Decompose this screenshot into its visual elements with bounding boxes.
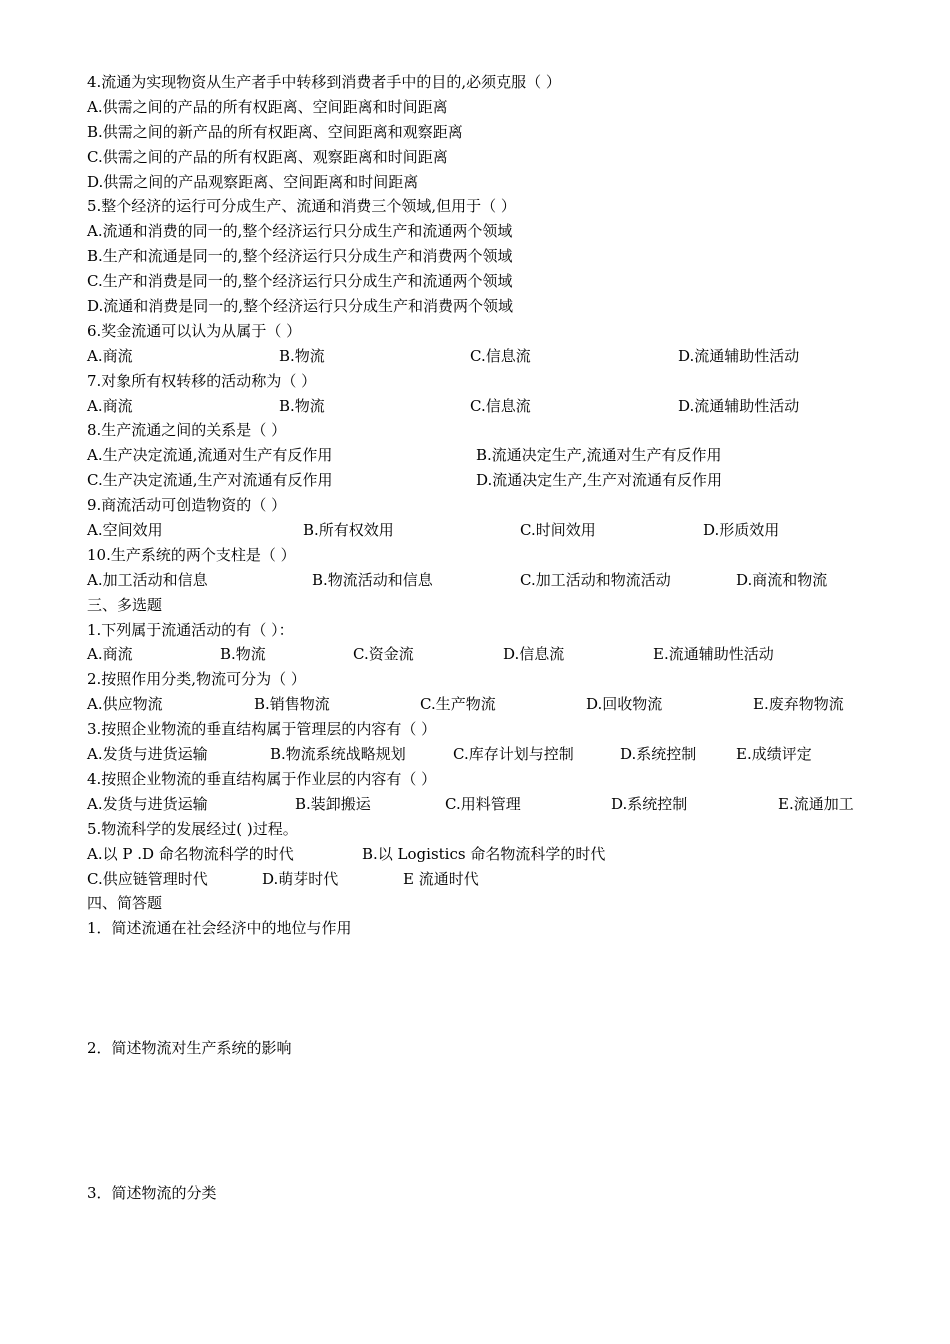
m3-options bbox=[87, 742, 877, 767]
m2-option-c: C.生产物流 bbox=[420, 695, 496, 714]
q10-options bbox=[87, 568, 877, 593]
q5-option-c: C.生产和消费是同一的,整个经济运行只分成生产和流通两个领域 bbox=[87, 272, 513, 291]
q9-option-a: A.空间效用 bbox=[87, 521, 163, 540]
m1-option-e: E.流通辅助性活动 bbox=[653, 645, 774, 664]
m2-stem: 2.按照作用分类,物流可分为（ ） bbox=[87, 670, 306, 689]
q4-option-c: C.供需之间的产品的所有权距离、观察距离和时间距离 bbox=[87, 147, 448, 166]
q5-option-a: A.流通和消费的同一的,整个经济运行只分成生产和流通两个领域 bbox=[87, 222, 513, 241]
answer-space-1 bbox=[87, 941, 877, 1036]
q7-options bbox=[87, 394, 877, 419]
q9-option-c: C.时间效用 bbox=[520, 521, 596, 540]
m1-option-d: D.信息流 bbox=[503, 645, 565, 664]
q8-option-b: B.流通决定生产,流通对生产有反作用 bbox=[476, 446, 722, 465]
section-heading-multiple-choice: 三、多选题 bbox=[87, 595, 163, 614]
q4-option-b: B.供需之间的新产品的所有权距离、空间距离和观察距离 bbox=[87, 122, 463, 141]
q8-option-a: A.生产决定流通,流通对生产有反作用 bbox=[87, 446, 333, 465]
q10-option-b: B.物流活动和信息 bbox=[312, 570, 433, 589]
q10-option-c: C.加工活动和物流活动 bbox=[520, 570, 671, 589]
q8-options-row1 bbox=[87, 443, 877, 468]
m5-option-d: D.萌芽时代 bbox=[262, 869, 339, 888]
q4-stem: 4.流通为实现物资从生产者手中转移到消费者手中的目的,必须克服（ ） bbox=[87, 73, 561, 91]
m3-option-e: E.成绩评定 bbox=[736, 745, 812, 764]
m1-stem: 1.下列属于流通活动的有（ ）： bbox=[87, 620, 294, 639]
exam-page bbox=[87, 70, 877, 1206]
q4-option-a: A.供需之间的产品的所有权距离、空间距离和时间距离 bbox=[87, 97, 448, 116]
q9-options bbox=[87, 518, 877, 543]
q9-stem: 9.商流活动可创造物资的（ ） bbox=[87, 496, 287, 515]
q6-option-c: C.信息流 bbox=[470, 346, 531, 365]
m5-option-e: E 流通时代 bbox=[403, 869, 479, 888]
m4-option-d: D.系统控制 bbox=[611, 794, 688, 813]
q8-options-row2 bbox=[87, 468, 877, 493]
q7-stem: 7.对象所有权转移的活动称为（ ） bbox=[87, 371, 317, 390]
m5-option-b: B.以 Logistics 命名物流科学的时代 bbox=[362, 844, 606, 863]
q5-stem: 5.整个经济的运行可分成生产、流通和消费三个领域,但用于（ ） bbox=[87, 197, 516, 216]
m5-option-c: C.供应链管理时代 bbox=[87, 869, 208, 888]
m5-options-row1 bbox=[87, 842, 877, 867]
q10-option-a: A.加工活动和信息 bbox=[87, 570, 208, 589]
q9-option-d: D.形质效用 bbox=[703, 521, 780, 540]
m4-options bbox=[87, 792, 877, 817]
m4-option-c: C.用料管理 bbox=[445, 794, 521, 813]
m3-option-d: D.系统控制 bbox=[620, 745, 697, 764]
q6-options bbox=[87, 344, 877, 369]
q10-option-d: D.商流和物流 bbox=[736, 570, 828, 589]
q9-option-b: B.所有权效用 bbox=[303, 521, 394, 540]
q6-option-a: A.商流 bbox=[87, 346, 133, 365]
m2-options bbox=[87, 692, 877, 717]
q5-option-b: B.生产和流通是同一的,整个经济运行只分成生产和消费两个领域 bbox=[87, 247, 513, 266]
q8-option-c: C.生产决定流通,生产对流通有反作用 bbox=[87, 471, 333, 490]
section-heading-short-answer: 四、简答题 bbox=[87, 894, 163, 913]
m2-option-d: D.回收物流 bbox=[586, 695, 663, 714]
m2-option-a: A.供应物流 bbox=[87, 695, 163, 714]
m5-stem: 5.物流科学的发展经过( )过程。 bbox=[87, 819, 298, 838]
short-answer-2: 2．简述物流对生产系统的影响 bbox=[87, 1039, 292, 1058]
m4-option-e: E.流通加工 bbox=[778, 794, 854, 813]
q8-option-d: D.流通决定生产,生产对流通有反作用 bbox=[476, 471, 723, 490]
m1-options bbox=[87, 642, 877, 667]
m3-option-b: B.物流系统战略规划 bbox=[270, 745, 406, 764]
q8-stem: 8.生产流通之间的关系是（ ） bbox=[87, 421, 287, 440]
q5-option-d: D.流通和消费是同一的,整个经济运行只分成生产和消费两个领域 bbox=[87, 297, 514, 316]
q6-stem: 6.奖金流通可以认为从属于（ ） bbox=[87, 321, 302, 340]
short-answer-3: 3．简述物流的分类 bbox=[87, 1184, 217, 1203]
m3-stem: 3.按照企业物流的垂直结构属于管理层的内容有（ ） bbox=[87, 720, 437, 739]
q7-option-c: C.信息流 bbox=[470, 396, 531, 415]
q7-option-a: A.商流 bbox=[87, 396, 133, 415]
q6-option-d: D.流通辅助性活动 bbox=[678, 346, 800, 365]
short-answer-1: 1．简述流通在社会经济中的地位与作用 bbox=[87, 919, 352, 938]
q7-option-d: D.流通辅助性活动 bbox=[678, 396, 800, 415]
m1-option-b: B.物流 bbox=[220, 645, 266, 664]
q10-stem: 10.生产系统的两个支柱是（ ） bbox=[87, 545, 296, 564]
m2-option-e: E.废弃物物流 bbox=[753, 695, 844, 714]
m4-option-a: A.发货与进货运输 bbox=[87, 794, 208, 813]
m5-options-row2 bbox=[87, 867, 877, 892]
q6-option-b: B.物流 bbox=[279, 346, 325, 365]
m1-option-a: A.商流 bbox=[87, 645, 133, 664]
m4-stem: 4.按照企业物流的垂直结构属于作业层的内容有（ ） bbox=[87, 769, 437, 788]
q4-option-d: D.供需之间的产品观察距离、空间距离和时间距离 bbox=[87, 172, 419, 191]
q7-option-b: B.物流 bbox=[279, 396, 325, 415]
m4-option-b: B.装卸搬运 bbox=[295, 794, 371, 813]
answer-space-2 bbox=[87, 1061, 877, 1181]
m3-option-c: C.库存计划与控制 bbox=[453, 745, 574, 764]
m5-option-a: A.以 P .D 命名物流科学的时代 bbox=[87, 844, 294, 863]
m2-option-b: B.销售物流 bbox=[254, 695, 330, 714]
m3-option-a: A.发货与进货运输 bbox=[87, 745, 208, 764]
m1-option-c: C.资金流 bbox=[353, 645, 414, 664]
